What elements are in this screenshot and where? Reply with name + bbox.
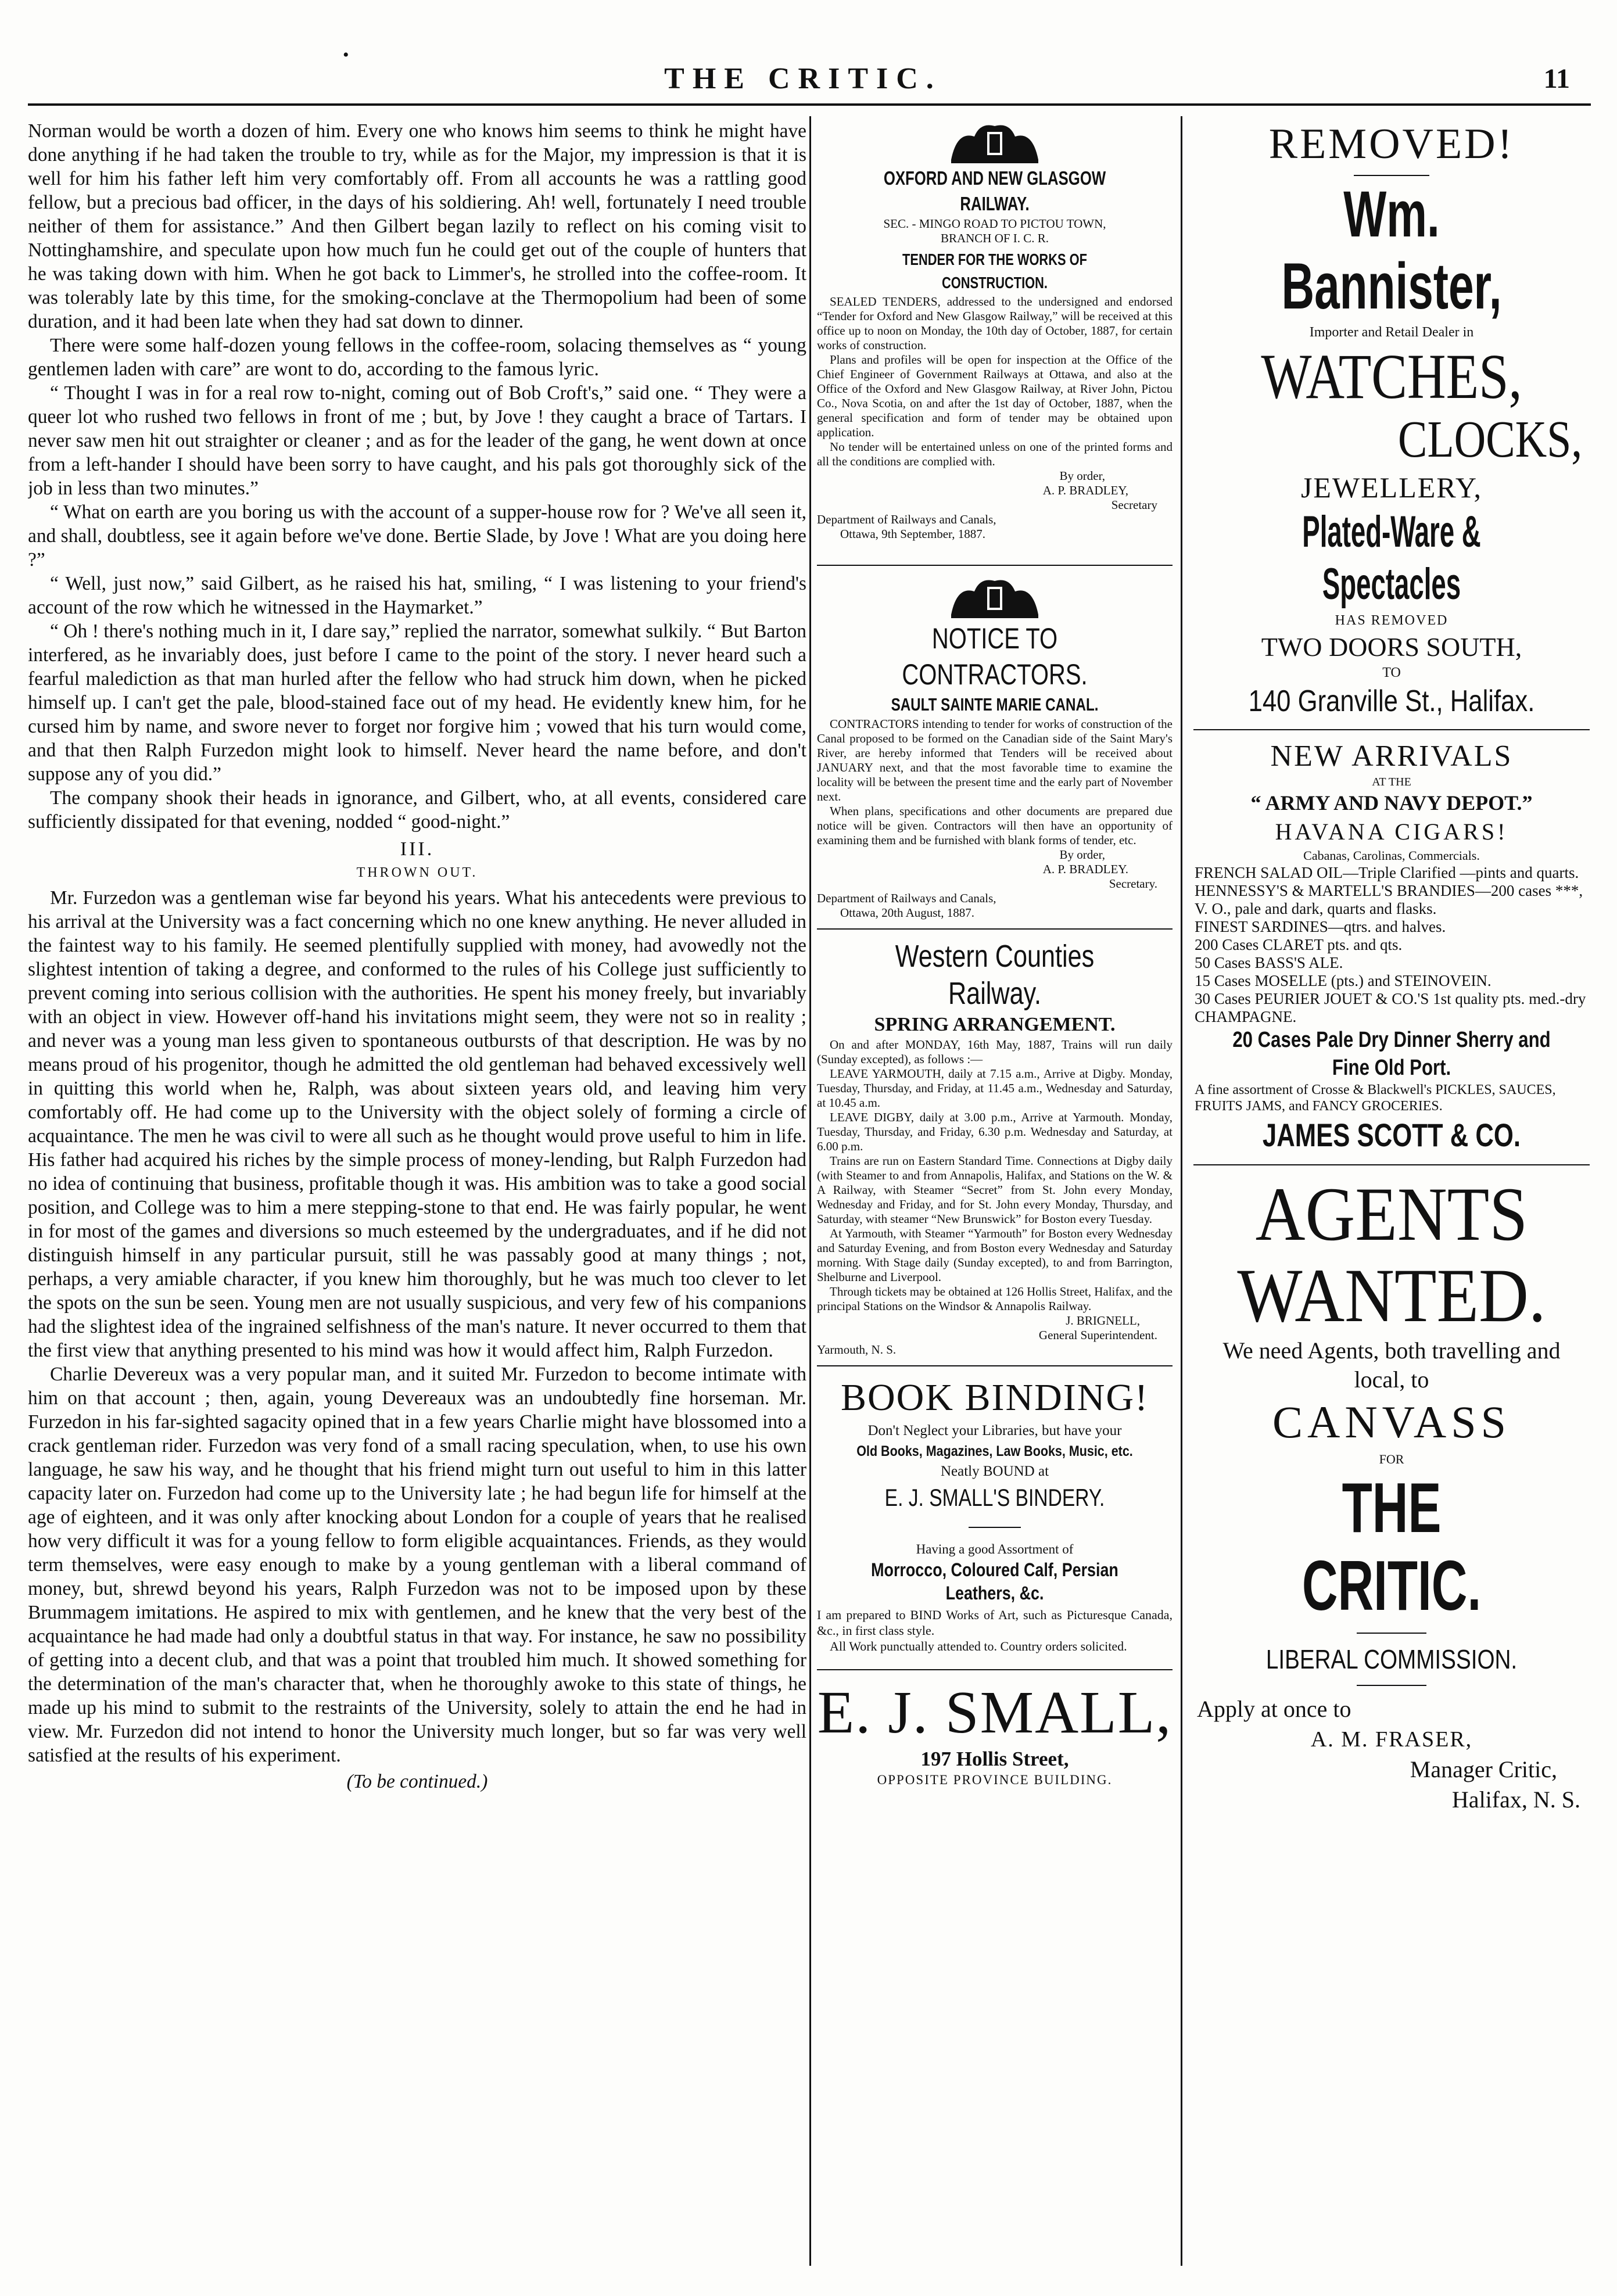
bannister-ad-removed: REMOVED! [1268, 120, 1515, 168]
western-counties-ad [815, 938, 1175, 1357]
agents-ad-wanted: WANTED. [1237, 1253, 1546, 1338]
bindery-ad-line: Don't Neglect your Libraries, but have your [867, 1423, 1122, 1438]
bindery-ad-title: BOOK BINDING! [840, 1376, 1149, 1419]
oxford-ad-body [817, 295, 1173, 469]
sault-ad-date: Ottawa, 20th August, 1887. [840, 906, 974, 920]
agents-ad-role: Manager Critic, [1410, 1756, 1557, 1782]
oxford-ad-paragraph: No tender will be entertained unless on one of the printed forms and all the conditions are complied with. [817, 440, 1173, 468]
sault-ad-paragraph: CONTRACTORS intending to tender for works of construction of the Canal proposed to be formed on the Canadian side of the Saint Mary's River, are hereby informed that Tenders will be received about JANUARY next, and that the most favorable time to examine the locality will be between the present time and the early part of November next. [817, 717, 1173, 803]
bindery-ad-line: Neatly BOUND at [940, 1463, 1049, 1479]
list-item: HENNESSY'S & MARTELL'S BRANDIES—200 cases ***, V. O., pale and dark, quarts and flasks. [1195, 882, 1583, 917]
agents-ad-name: A. M. FRASER, [1310, 1727, 1473, 1752]
header-mark: • [343, 45, 349, 64]
chapter-title: THROWN OUT. [356, 865, 478, 880]
western-ad-body [817, 1038, 1173, 1314]
ad-separator [1193, 1164, 1590, 1165]
oxford-ad-subtitle: SEC. - MINGO ROAD TO PICTOU TOWN, [883, 217, 1106, 231]
sault-ad-title: NOTICE TO CONTRACTORS. [902, 622, 1088, 691]
agents-ad-place: Halifax, N. S. [1451, 1786, 1580, 1813]
story-paragraph: Mr. Furzedon was a gentleman wise far beyond his years. What his antecedents were previous to his arrival at the University was a fact concerning which no one knew anything. He never alluded in the faintest way to his family. He seemed plentifully supplied with money, had avowedly not the slightest intention of taking a degree, and conformed to the rules of his College just sufficiently to prevent coming into serious collision with the authorities. He spent his money freely, but invariably with an object in view. However off-hand his invitations might seem, they were not so in reality ; and never was a young man less given to spontaneous outbursts of that description. He was by no means proud of his progenitor, though he admitted the old gentleman had behaved excessively well in quitting this world when he, Ralph, was about sixteen years old, and leaving him very comfortably off. He had come up to the University with the object solely of forming a circle of acquaintance. The men he was civil to were all such as he thought would prove useful to him in life. His father had acquired his riches by the simple process of money-lending, but Ralph Furzedon had no idea of continuing that business, profitable though it was. His ambition was to take a good social position, and College was to him a mere stepping-stone to that end. He was fairly popular, he went in for most of the games and diversions so much esteemed by the undergraduates, and if he did not distinguish himself in any particular pursuit, still he was passably good at many things ; not, perhaps, a very amiable character, if you knew him thoroughly, but he was much too clever to let the spots on the sun be seen. Young men are not usually suspicious, and very few of his companions had the slightest idea of the ingrained selfishness of the man's nature. It never occurred to them that the first view that anything presented to his mind was how it would affect him, Ralph Furzedon. [28, 887, 806, 1361]
oxford-ad-by-order: By order, [1059, 469, 1105, 483]
bannister-ad-watches: WATCHES, [1261, 341, 1522, 412]
bindery-ad-line: Having a good Assortment of [916, 1542, 1074, 1556]
bannister-ad-two-doors: TWO DOORS SOUTH, [1261, 632, 1522, 662]
western-ad-paragraph: Through tickets may be obtained at 126 Hollis Street, Halifax, and the principal Stations on the Windsor & Annapolis Railway. [817, 1285, 1173, 1313]
page-number: 11 [1543, 63, 1570, 94]
arrivals-ad-sherry: 20 Cases Pale Dry Dinner Sherry and Fine Old Port. [1232, 1028, 1551, 1080]
story-paragraph: There were some half-dozen young fellows in the coffee-room, solacing themselves as “ young gentlemen laden with care” are wont to do, according to the famous lyric. [28, 335, 806, 380]
ad-separator [817, 565, 1173, 566]
agents-ad-apply: Apply at once to [1197, 1696, 1351, 1722]
agents-ad-for: FOR [1379, 1452, 1404, 1466]
arrivals-ad-cigars-sub: Cabanas, Carolinas, Commercials. [1303, 848, 1480, 863]
ad-separator [817, 1365, 1173, 1366]
oxford-ad-title: OXFORD AND NEW GLASGOW RAILWAY. [883, 167, 1106, 214]
story-paragraph: “ Well, just now,” said Gilbert, as he raised his hat, smiling, “ I was listening to your friend's account of the row which he witnessed in the Haymarket.” [28, 573, 806, 618]
oxford-railway-ad [815, 166, 1175, 541]
bindery-ad-address: 197 Hollis Street, [920, 1748, 1069, 1770]
oxford-ad-date: Ottawa, 9th September, 1887. [840, 527, 985, 541]
royal-arms-icon [940, 574, 1050, 620]
bindery-ad-paragraph: I am prepared to BIND Works of Art, such as Picturesque Canada, &c., in first class style. [817, 1608, 1173, 1638]
list-item: 15 Cases MOSELLE (pts.) and STEINOVEIN. [1195, 972, 1491, 989]
bindery-ad-materials: Morrocco, Coloured Calf, Persian Leathers, &c. [871, 1559, 1118, 1603]
ad-separator [817, 1669, 1173, 1670]
western-ad-paragraph: LEAVE DIGBY, daily at 3.00 p.m., Arrive at Yarmouth. Monday, Tuesday, Thursday, and Friday, 6.30 p.m. Wednesday and Saturday, at 6.00 p.m. [817, 1110, 1173, 1153]
ad-separator [1357, 1685, 1426, 1686]
western-ad-paragraph: Trains are run on Eastern Standard Time. Connections at Digby daily (with Steamer to and from Annapolis, Halifax, and Stations on the W. & A Railway, with Steamer “Secret” from St. John every Monday, Wednesday and Friday, and for St. John every Monday, Thursday, and Saturday, with steamer “New Brunswick” for Boston every Tuesday. [817, 1154, 1173, 1226]
western-ad-place: Yarmouth, N. S. [817, 1343, 897, 1357]
list-item: FRENCH SALAD OIL—Triple Clarified —pints and quarts. [1195, 864, 1579, 881]
agents-ad-commission: LIBERAL COMMISSION. [1265, 1644, 1518, 1674]
story-paragraph: The company shook their heads in ignorance, and Gilbert, who, at all events, considered care sufficiently dissipated for that evening, nodded “ good-night.” [28, 787, 806, 833]
column-divider [809, 116, 811, 2266]
western-ad-subtitle: SPRING ARRANGEMENT. [874, 1014, 1116, 1035]
bindery-ad-address: OPPOSITE PROVINCE BUILDING. [877, 1773, 1113, 1787]
agents-ad-agents: AGENTS [1255, 1171, 1528, 1257]
sault-ad-body [817, 717, 1173, 848]
bindery-ad-line: Old Books, Magazines, Law Books, Music, etc. [856, 1443, 1133, 1459]
new-arrivals-ad [1191, 738, 1592, 1156]
arrivals-ad-firm: JAMES SCOTT & CO. [1262, 1117, 1521, 1153]
list-item: 200 Cases CLARET pts. and qts. [1195, 936, 1403, 953]
western-ad-signer-title: General Superintendent. [1038, 1328, 1157, 1342]
book-binding-ad [815, 1375, 1175, 1789]
bindery-ad-body [817, 1607, 1173, 1654]
western-ad-signer: J. BRIGNELL, [1066, 1314, 1140, 1328]
oxford-ad-paragraph: SEALED TENDERS, addressed to the undersigned and endorsed “Tender for Oxford and New Glasgow Railway,” will be received at this office up to noon on Monday, the 10th day of October, 1887, for certain works of construction. [817, 295, 1173, 352]
sault-canal-ad [815, 620, 1175, 920]
arrivals-ad-at-the: AT THE [1372, 776, 1411, 788]
agents-ad-critic: THE CRITIC. [1302, 1468, 1482, 1625]
column-divider [1181, 116, 1182, 2266]
western-ad-paragraph: At Yarmouth, with Steamer “Yarmouth” for Boston every Wednesday and Saturday Evening, and from Boston every Wednesday and Saturday morning. With Stage daily (Sunday excepted), to and from Barrington, Shelburne and Liverpool. [817, 1226, 1173, 1284]
western-ad-paragraph: On and after MONDAY, 16th May, 1887, Trains will run daily (Sunday excepted), as follows :— [817, 1038, 1173, 1066]
ad-separator [817, 928, 1173, 930]
oxford-ad-signer-title: Secretary [1111, 498, 1157, 512]
bindery-ad-big-name: E. J. SMALL, [817, 1679, 1173, 1746]
story-paragraph: Charlie Devereux was a very popular man, and it suited Mr. Furzedon to become intimate with him on that account ; then, again, young Devereaux was an undoubtedly fine horseman. Mr. Furzedon in his far-sighted sagacity opined that in a few years Charlie might have blossomed into a crack gentleman rider. Furzedon was very fond of a small racing speculation, when, to use his own language, he saw his way, and he thought that his friend might turn out useful to him in this latter capacity later on. Furzedon had come up to the University late ; he had begun life for himself at the age of eighteen, and it was only after knocking about London for a couple of years that he realised how very difficult it was for a young fellow to form eligible acquaintances. Friends, as they would term themselves, were easy enough to make by a young gentleman with a liberal command of money, but, shrewd beyond his years, Ralph Furzedon was not to be imposed upon by these Brummagem imitations. He aspired to mix with gentlemen, and he knew that the very best of the acquaintance he had made had only a doubtful status in that way. For instance, he saw no possibility of getting into a decent club, and that was a point that troubled him much. It showed something for the determination of the man's character that, when he thoroughly awoke to this state of things, he made up his mind to submit to the restraints of the University, solely to attain the end he had in view. Mr. Furzedon did not intend to honor the University much longer, but so far was very well satisfied at the results of his experiment. [28, 1364, 806, 1766]
ad-separator [969, 1527, 1021, 1528]
story-paragraph: “ What on earth are you boring us with the account of a supper-house row for ? We've all seen it, and shall, doubtless, see it again before we've done. Bertie Slade, by Jove ! What are you doing here ?” [28, 501, 806, 571]
oxford-ad-signer: A. P. BRADLEY, [1042, 483, 1128, 497]
continued-note: (To be continued.) [346, 1771, 488, 1792]
western-ad-paragraph: LEAVE YARMOUTH, daily at 7.15 a.m., Arrive at Digby. Monday, Tuesday, Thursday, and Friday, at 11.45 a.m., Wednesday and Saturday, at 10.45 a.m. [817, 1067, 1173, 1110]
sault-ad-department: Department of Railways and Canals, [817, 891, 996, 905]
bannister-ad-clocks: CLOCKS, [1398, 411, 1583, 468]
story-paragraph: “ Oh ! there's nothing much in it, I dare say,” replied the narrator, somewhat sulkily. “ But Barton interfered, as he invariably does, just before I came to the point of the story. I never heard such a fearful malediction as that man hurled after the fellow who had struck him down, when he picked himself up. I can't get the pale, blood-stained face out of my head. He evidently knew him, for he cursed him by name, and swore never to forget nor forgive him ; vowed that his turn would come, and that then Ralph Furzedon might look to himself. Never heard the name before, and don't suppose any of you did.” [28, 620, 806, 785]
arrivals-ad-depot: “ ARMY AND NAVY DEPOT.” [1250, 791, 1533, 815]
chapter-number: III. [400, 838, 435, 860]
list-item: FINEST SARDINES—qtrs. and halves. [1195, 918, 1446, 935]
bindery-ad-paragraph: All Work punctually attended to. Country orders solicited. [830, 1639, 1127, 1653]
oxford-ad-department: Department of Railways and Canals, [817, 512, 996, 526]
story-paragraph: Norman would be worth a dozen of him. Every one who knows him seems to think he might have done anything if he had taken the trouble to try, while as for the Major, my impression is that it is well for him his father left him very comfortably off. From all accounts he was a rattling good fellow, but a precious bad officer, in the days of his soldiering. Ah! well, fortunately I need trouble neither of them for assistance.” And then Gilbert began lazily to reflect on his coming visit to Nottinghamshire, and speculate upon how much fun he could get out of the couple of hunters that he was taking down with him. When he got back to Limmer's, he strolled into the coffee-room. It was tolerably late by this time, for the smoking-conclave at the Thermopolium had been of some duration, and it had been late when they had sat down to dinner. [28, 120, 806, 332]
list-item: 30 Cases PEURIER JOUET & CO.'S 1st quality pts. med.-dry CHAMPAGNE. [1195, 990, 1586, 1025]
story-column [28, 119, 806, 2257]
masthead-title: THE CRITIC. [664, 62, 942, 95]
oxford-ad-subtitle: BRANCH OF I. C. R. [940, 231, 1049, 245]
arrivals-ad-items [1195, 864, 1589, 1026]
arrivals-ad-pickles: A fine assortment of Crosse & Blackwell's PICKLES, SAUCES, FRUITS JAMS, and FANCY GROCERIES. [1195, 1082, 1556, 1114]
page-header [36, 45, 1570, 95]
arrivals-ad-cigars: HAVANA CIGARS! [1275, 819, 1508, 845]
bannister-ad-has-removed: HAS REMOVED [1335, 613, 1449, 628]
bannister-ad [1191, 119, 1592, 721]
agents-wanted-ad [1191, 1171, 1592, 1815]
sault-ad-signer-title: Secretary. [1109, 877, 1157, 891]
story-paragraph: “ Thought I was in for a real row to-night, coming out of Bob Croft's,” said one. “ They were a queer lot who rushed two fellows in front of me ; but, by Jove ! they caught a brace of Tartars. I never saw men hit out straighter or cleaner ; and as for the leader of the gang, he went down at once from a left-hander I should have been sorry to have caught, and his pals got thoroughly sick of the job in less than two minutes.” [28, 382, 806, 499]
bannister-ad-name: Wm. Bannister, [1281, 178, 1502, 322]
header-rule [28, 103, 1591, 106]
western-ad-title: Western Counties Railway. [895, 939, 1095, 1011]
bannister-ad-address: 140 Granville St., Halifax. [1248, 684, 1535, 718]
agents-ad-canvass: CANVASS [1272, 1397, 1511, 1447]
ad-separator [1193, 729, 1590, 730]
sault-ad-subtitle: SAULT SAINTE MARIE CANAL. [891, 694, 1099, 715]
list-item: 50 Cases BASS'S ALE. [1195, 954, 1343, 971]
bannister-ad-to: TO [1382, 665, 1401, 680]
ad-separator [1357, 1633, 1426, 1634]
agents-ad-line: We need Agents, both travelling and local, to [1222, 1337, 1561, 1393]
bannister-ad-plated: Plated-Ware & Spectacles [1302, 507, 1481, 609]
ad-separator [1354, 175, 1429, 176]
sault-ad-signer: A. P. BRADLEY. [1042, 862, 1128, 876]
oxford-ad-heading: TENDER FOR THE WORKS OF CONSTRUCTION. [902, 250, 1087, 292]
advertisement-column-middle [815, 119, 1175, 2269]
arrivals-ad-title: NEW ARRIVALS [1270, 740, 1513, 773]
advertisement-column-right [1191, 119, 1592, 2269]
oxford-ad-paragraph: Plans and profiles will be open for inspection at the Office of the Chief Engineer of Government Railways at Ottawa, and also at the Office of the Oxford and New Glasgow Railway, at River John, Pictou Co., Nova Scotia, on and after the 1st day of October, 1887, when the general specification and form of tender may be obtained upon application. [817, 353, 1173, 439]
sault-ad-by-order: By order, [1059, 848, 1105, 862]
bannister-ad-trade: Importer and Retail Dealer in [1309, 325, 1474, 340]
royal-arms-icon [940, 119, 1050, 166]
bannister-ad-jewellery: JEWELLERY, [1300, 471, 1483, 504]
sault-ad-paragraph: When plans, specifications and other documents are prepared due notice will be given. Contractors will then have an opportunity of examining them and be furnished with blank forms of tender, etc. [817, 804, 1173, 847]
bindery-ad-name: E. J. SMALL'S BINDERY. [884, 1484, 1105, 1511]
